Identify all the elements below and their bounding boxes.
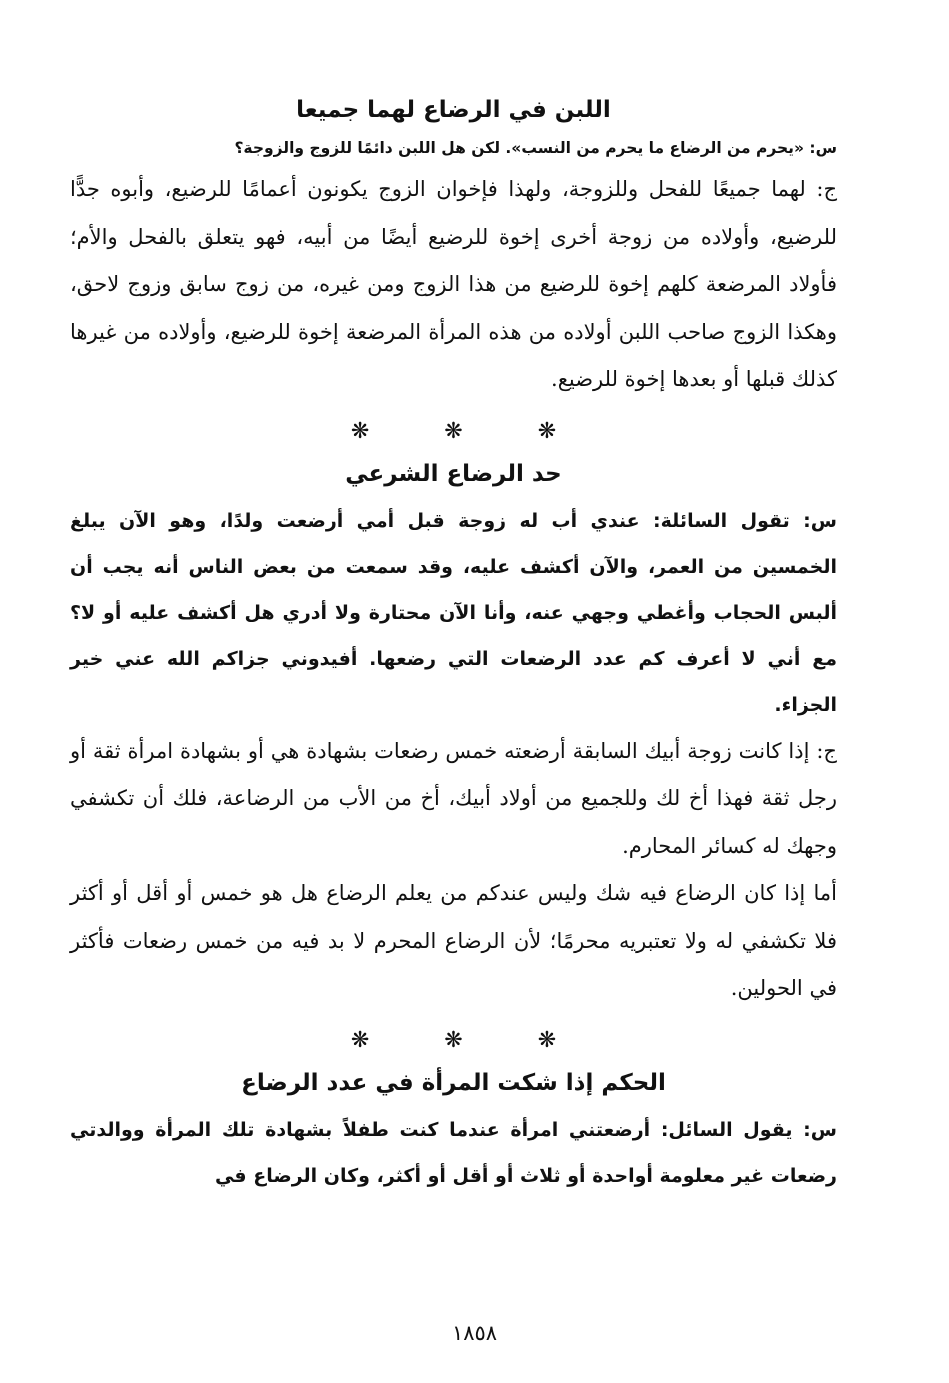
answer-text: أما إذا كان الرضاع فيه شك وليس عندكم من يعلم الرضاع هل هو خمس أو أقل أو أكثر فلا تكشفي له ولا تعتبريه محرمًا؛ لأن الرضاع المحرم لا بد فيه من خمس رضعات فأكثر في الحولين. bbox=[70, 881, 837, 1000]
question-text: س: تقول السائلة: عندي أب له زوجة قبل أمي أرضعت ولدًا، وهو الآن يبلغ الخمسين من العمر، والآن أكشف عليه، وقد سمعت من بعض الناس أنه يجب أن ألبس الحجاب وأغطي وجهي عنه، وأنا الآن محتارة ولا أدري هل أكشف عليه أو لا؟ مع أني لا أعرف كم عدد الرضعات التي رضعها. أفيدوني جزاكم الله عني خير الجزاء. bbox=[70, 509, 837, 716]
answer-text: ج: إذا كانت زوجة أبيك السابقة أرضعته خمس رضعات بشهادة هي أو بشهادة امرأة ثقة أو رجل ثقة فهذا أخ لك وللجميع من أولاد أبيك، أخ من الأب من الرضاعة، فلك أن تكشفي وجهك له كسائر المحارم. bbox=[70, 738, 837, 858]
asterisk-icon: ❋ bbox=[350, 418, 370, 444]
answer-text: ج: لهما جميعًا للفحل وللزوجة، ولهذا فإخوان الزوج يكونون أعمامًا للرضيع، وأبوه جدًّا للرضيع، وأولاده من زوجة أخرى إخوة للرضيع أيضًا من أبيه، فهو يتعلق بالفحل والأم؛ فأولاد المرضعة كلهم إخوة للرضيع من هذا الزوج ومن غيره، من زوج سابق وزوج لاحق، وهكذا الزوج صاحب اللبن أولاده من هذه المرأة المرضعة إخوة للرضيع، وأولاده من غيرها كذلك قبلها أو بعدها إخوة للرضيع. bbox=[70, 177, 837, 391]
page-number: ١٨٥٨ bbox=[451, 1321, 498, 1345]
section-title: حد الرضاع الشرعي bbox=[345, 460, 562, 487]
asterisk-icon: ❋ bbox=[537, 418, 557, 444]
asterisk-icon: ❋ bbox=[350, 1027, 370, 1053]
question-text: س: «يحرم من الرضاع ما يحرم من النسب». لكن هل اللبن دائمًا للزوج والزوجة؟ bbox=[234, 139, 837, 157]
section-separator bbox=[70, 1019, 837, 1063]
asterisk-icon: ❋ bbox=[444, 1027, 463, 1053]
asterisk-icon: ❋ bbox=[537, 1027, 557, 1053]
section-title: اللبن في الرضاع لهما جميعا bbox=[296, 97, 611, 123]
book-page bbox=[70, 90, 837, 1343]
asterisk-icon: ❋ bbox=[444, 418, 463, 444]
section-title: الحكم إذا شكت المرأة في عدد الرضاع bbox=[241, 1069, 666, 1096]
question-text: س: يقول السائل: أرضعتني امرأة عندما كنت طفلاً بشهادة تلك المرأة ووالدتي رضعات غير معلومة أواحدة أو ثلاث أو أقل أو أكثر، وكان الرضاع في bbox=[70, 1118, 837, 1187]
section-separator bbox=[70, 410, 837, 454]
